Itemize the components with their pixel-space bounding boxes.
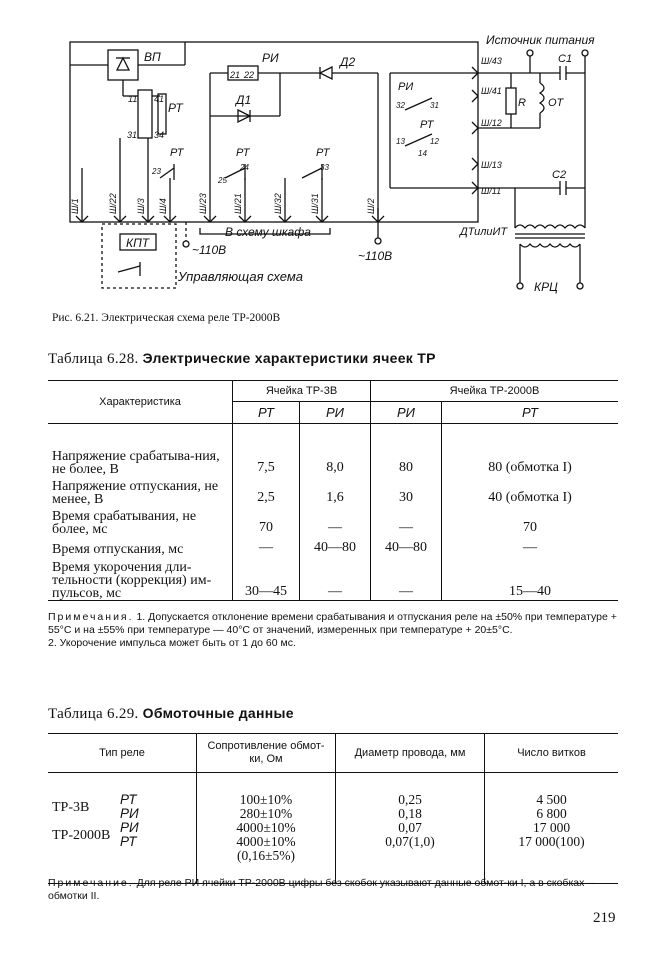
- label-c2: С2: [552, 169, 567, 181]
- cell-value: 80 (обмотка I): [442, 424, 619, 477]
- coil-ot: [540, 83, 544, 113]
- cell-value: 1,6: [300, 476, 371, 506]
- subheader-rt: РТ: [442, 402, 619, 424]
- svg-text:Ш/4: Ш/4: [158, 198, 168, 214]
- svg-text:22: 22: [244, 70, 255, 80]
- svg-text:31: 31: [430, 101, 439, 110]
- table-row: [48, 536, 618, 556]
- diameter-value: 0,07: [398, 820, 422, 835]
- header-wire-diameter: Диаметр провода, мм: [336, 734, 485, 773]
- header-tr2000v: Ячейка ТР-2000В: [371, 381, 619, 402]
- cell-value: —: [233, 536, 300, 556]
- note-2: 2. Укорочение импульса может быть от 1 до 60 мс.: [48, 637, 296, 649]
- cell-value: 30: [371, 476, 442, 506]
- cell-value: 8,0: [300, 424, 371, 477]
- table1-caption-title: Электрические характеристики ячеек ТР: [142, 350, 436, 366]
- table1-caption: [48, 350, 436, 368]
- cell-value: 80: [371, 424, 442, 477]
- cell-value: 30—45: [233, 556, 300, 601]
- header-relay-type: Тип реле: [48, 734, 197, 773]
- label-dt-it: ДТилиИТ: [460, 226, 508, 238]
- header-characteristic: Характеристика: [48, 381, 233, 424]
- label-110v-left: ~110В: [192, 243, 227, 257]
- header-turns: Число витков: [485, 734, 619, 773]
- label-d2: Д2: [340, 55, 356, 69]
- cell-value: —: [371, 506, 442, 536]
- svg-text:Ш/41: Ш/41: [481, 86, 502, 96]
- coil-ri: РИ: [120, 820, 139, 835]
- svg-text:24: 24: [240, 163, 249, 172]
- svg-text:Ш/32: Ш/32: [273, 193, 283, 214]
- diameter-value: 0,07(1,0): [385, 834, 435, 849]
- svg-text:21: 21: [230, 70, 241, 80]
- turns-cell: [485, 773, 619, 884]
- cell-value: —: [442, 536, 619, 556]
- transformer-primary: [515, 225, 585, 228]
- svg-text:33: 33: [320, 163, 329, 172]
- cell-value: —: [300, 506, 371, 536]
- notes-prefix: Примечания.: [48, 611, 134, 623]
- table2-caption-title: Обмоточные данные: [142, 705, 294, 721]
- cell-value: 7,5: [233, 424, 300, 477]
- svg-text:31: 31: [127, 130, 138, 140]
- label-ri: РИ: [262, 51, 279, 65]
- svg-text:Ш/12: Ш/12: [481, 118, 502, 128]
- coil-rt: РТ: [120, 834, 137, 849]
- table1-caption-prefix: Таблица 6.28.: [48, 351, 139, 367]
- table2-note: [48, 877, 618, 903]
- cell-value: 40 (обмотка I): [442, 476, 619, 506]
- page-number: 219: [593, 910, 616, 926]
- table-row: [48, 476, 618, 506]
- turns-value: 17 000: [532, 820, 571, 835]
- cell-value: 40—80: [300, 536, 371, 556]
- diameter-value: 0,18: [398, 806, 422, 821]
- table-row: [48, 506, 618, 536]
- coil-rt: РТ: [120, 792, 137, 807]
- diameter-cell: [336, 773, 485, 884]
- svg-text:41: 41: [154, 94, 165, 104]
- winding-data-table: [48, 733, 618, 884]
- cell-value: 40—80: [371, 536, 442, 556]
- rectifier-vp: [108, 50, 138, 80]
- label-krc: КРЦ: [534, 280, 558, 294]
- turns-value: 17 000(100): [518, 834, 585, 849]
- table1-notes: [48, 611, 618, 650]
- coil-rt: [138, 90, 152, 138]
- svg-text:Ш/31: Ш/31: [310, 193, 320, 214]
- row-label: Напряжение срабатыва-ния, не более, В: [52, 449, 220, 477]
- label-110v-right: ~110В: [358, 249, 393, 263]
- row-label: Время отпускания, мс: [52, 542, 184, 557]
- svg-text:Ш/3: Ш/3: [136, 198, 146, 214]
- svg-text:Ш/11: Ш/11: [481, 186, 502, 196]
- svg-text:Ш/22: Ш/22: [108, 193, 118, 214]
- table-row: [48, 424, 618, 477]
- svg-text:РТ: РТ: [236, 147, 250, 159]
- diode-d2-icon: [320, 67, 332, 79]
- coil-ri: РИ: [120, 806, 139, 821]
- label-vp: ВП: [144, 50, 161, 64]
- svg-text:11: 11: [128, 94, 138, 104]
- row-label: Время срабатывания, не более, мс: [52, 509, 197, 537]
- note-text: Для реле РИ ячейки ТР-2000В цифры без скобок указывают данные обмот-ки I, а в скобках—обмотки II.: [48, 877, 595, 902]
- label-d1: Д1: [236, 93, 252, 107]
- svg-text:25: 25: [218, 176, 227, 185]
- svg-text:32: 32: [396, 101, 405, 110]
- subheader-rt: РТ: [233, 402, 300, 424]
- electrical-characteristics-table: [48, 380, 618, 601]
- resistance-value: 280±10%: [239, 806, 293, 821]
- rectifier-diode-icon: [117, 58, 129, 70]
- label-cabinet: В схему шкафа: [225, 225, 311, 239]
- table-row: [48, 556, 618, 601]
- cell-value: 70: [442, 506, 619, 536]
- bottom-pin-row: [76, 138, 384, 238]
- cell-value: —: [300, 556, 371, 601]
- type-tr3v: ТР-3В: [52, 800, 90, 815]
- svg-text:14: 14: [418, 149, 427, 158]
- label-ot: ОТ: [548, 97, 564, 109]
- header-resistance: Сопротивление обмот-ки, Ом: [197, 734, 336, 773]
- relay-circuit-diagram: [40, 28, 620, 298]
- note-prefix: Примечание.: [48, 877, 134, 889]
- svg-text:РТ: РТ: [316, 147, 330, 159]
- turns-value: 4 500: [536, 792, 567, 807]
- resistance-cell: [197, 773, 336, 884]
- svg-text:РТ: РТ: [170, 147, 184, 159]
- svg-text:Ш/21: Ш/21: [233, 193, 243, 214]
- svg-text:12: 12: [430, 137, 439, 146]
- resistance-value: 4000±10%: [236, 820, 296, 835]
- svg-text:Ш/23: Ш/23: [198, 193, 208, 214]
- cell-value: 70: [233, 506, 300, 536]
- table2-caption: [48, 705, 294, 723]
- svg-text:Ш/2: Ш/2: [366, 198, 376, 214]
- cell-value: —: [371, 556, 442, 601]
- svg-text:Ш/13: Ш/13: [481, 160, 502, 170]
- note-1: 1. Допускается отклонение времени срабатывания и отпускания реле на ±50% при температуре + 55°С и на ±55% при температуре — 40°С от значений, измеренных при температуре + 20±5°С.: [48, 611, 617, 636]
- row-label: Время укорочения дли-тельности (коррекция) им-пульсов, мс: [48, 556, 233, 601]
- transformer-secondary: [520, 244, 580, 247]
- label-rt-coil: РТ: [168, 101, 183, 115]
- figure-caption: Рис. 6.21. Электрическая схема реле ТР-2000В: [52, 312, 281, 324]
- resistance-value: (0,16±5%): [236, 848, 296, 863]
- turns-value: 6 800: [536, 806, 567, 821]
- svg-text:Ш/1: Ш/1: [70, 198, 80, 214]
- svg-text:23: 23: [152, 167, 161, 176]
- resistor-r: [506, 88, 516, 114]
- label-power-source: Источник питания: [486, 33, 595, 47]
- relay-type-cell: [48, 773, 197, 884]
- header-tr3v: Ячейка ТР-3В: [233, 381, 371, 402]
- label-kpt: КПТ: [126, 236, 150, 250]
- svg-text:Ш/43: Ш/43: [481, 56, 502, 66]
- label-control: Управляющая схема: [178, 269, 303, 284]
- svg-text:34: 34: [154, 130, 165, 140]
- cell-value: 2,5: [233, 476, 300, 506]
- resistance-value: 100±10%: [239, 792, 293, 807]
- svg-text:13: 13: [396, 137, 405, 146]
- label-c1: С1: [558, 53, 573, 65]
- subheader-ri: РИ: [371, 402, 442, 424]
- svg-text:РИ: РИ: [398, 81, 414, 93]
- diameter-value: 0,25: [398, 792, 422, 807]
- cell-value: 15—40: [442, 556, 619, 601]
- resistance-value: 4000±10%: [236, 834, 296, 849]
- label-r: R: [518, 97, 526, 109]
- subheader-ri: РИ: [300, 402, 371, 424]
- table2-caption-prefix: Таблица 6.29.: [48, 706, 139, 722]
- row-label: Напряжение отпускания, не менее, В: [52, 479, 219, 507]
- type-tr2000v: ТР-2000В: [52, 828, 111, 843]
- svg-text:РТ: РТ: [420, 119, 434, 131]
- table-row: [48, 773, 618, 884]
